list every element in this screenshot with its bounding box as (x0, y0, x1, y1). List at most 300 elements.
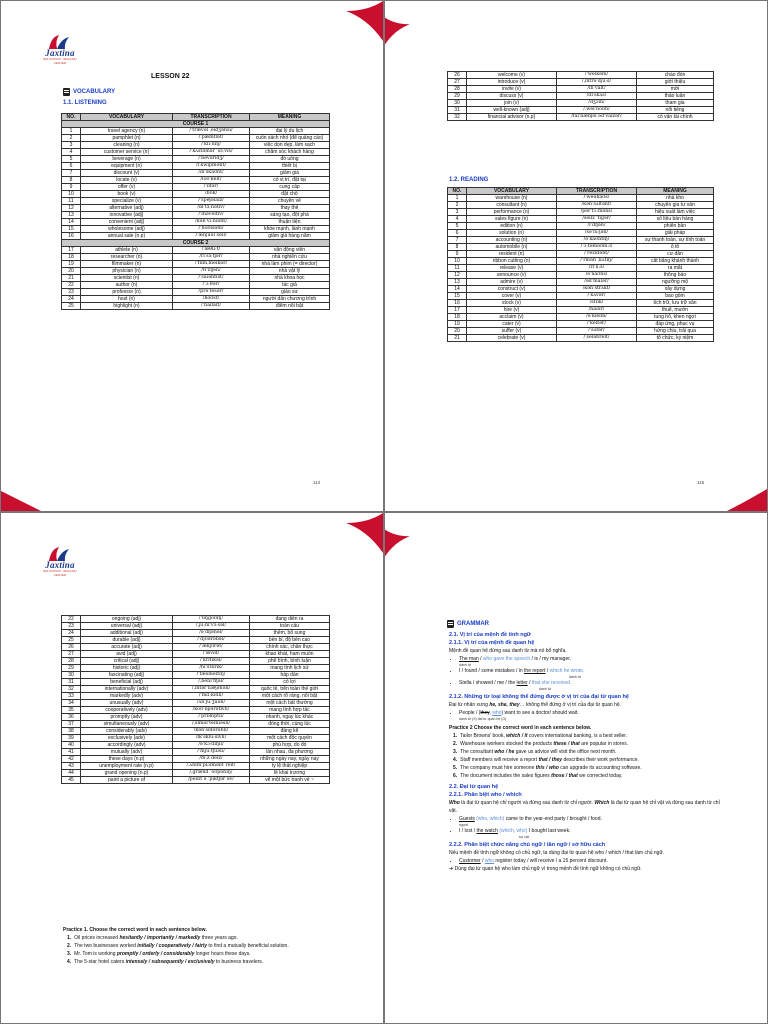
cell-transcription: /ˈhoʊlsəm/ (173, 226, 250, 233)
table-row (448, 272, 714, 279)
cell-no: 32 (62, 686, 81, 693)
cell-transcription: /ˌjuːnɪˈvɜːsəl/ (173, 623, 250, 630)
cell-no: 6 (62, 163, 81, 170)
table-row (448, 72, 714, 79)
jaxtina-logo: Jaxtina EDUCATION · ENGLISH CENTER (37, 545, 83, 575)
table-row (62, 658, 330, 665)
cell-meaning: đại lý du lịch (250, 128, 330, 135)
cell-no: 5 (62, 156, 81, 163)
cell-no: 39 (62, 735, 81, 742)
cell-word: beneficial (adj) (81, 679, 173, 686)
cell-word: financial advisor (n.p) (467, 114, 557, 121)
cell-no: 8 (62, 177, 81, 184)
cell-no: 36 (62, 714, 81, 721)
cell-transcription: /ˈweəhaʊs/ (557, 195, 637, 202)
table-row (62, 233, 330, 240)
cell-word: simultaneously (adv) (81, 721, 173, 728)
cell-no: 4 (62, 149, 81, 156)
practice-item: 3. The consultant who / he gave us advice will visit the office next month. (453, 749, 617, 755)
cell-transcription: /ɪˈdɪʃən/ (557, 223, 637, 230)
table-row (62, 205, 330, 212)
cell-transcription: /ˈkeɪtər/ (557, 321, 637, 328)
example-6: • I / lost / the watch (which, who) I bought last week. sự vật (459, 827, 729, 839)
cell-no: 11 (448, 265, 467, 272)
cell-no: 14 (62, 219, 81, 226)
corner-swoosh (385, 1, 415, 61)
cell-no: 26 (448, 72, 467, 79)
example-3: • Stella / showed / me / the letter / that she received. danh từ (459, 679, 729, 691)
cell-word: hire (v) (467, 307, 557, 314)
practice-item: 3. Mr. Tom is working promptly / orderly / considerably longer hours these days. (67, 951, 251, 957)
grammar-heading: GRAMMAR (447, 620, 489, 628)
cell-meaning: khỏe mạnh, lành mạnh (250, 226, 330, 233)
cell-word: join (v) (467, 100, 557, 107)
cell-transcription: /ˌbenɪˈfɪʃəl/ (173, 679, 250, 686)
table-row (62, 770, 330, 777)
cell-word: researcher (n) (81, 254, 173, 261)
table-row (448, 293, 714, 300)
cell-no: 15 (448, 293, 467, 300)
cell-no: 18 (62, 254, 81, 261)
table-row (62, 177, 330, 184)
table-row (62, 623, 330, 630)
cell-meaning: vận động viên (250, 247, 330, 254)
cell-no: 31 (62, 679, 81, 686)
cell-meaning: cắt băng khánh thành (637, 258, 714, 265)
cell-word: warehouse (n) (467, 195, 557, 202)
example-2: • I / found / some mistakes / in the report / which he wrote. danh từ (459, 667, 729, 679)
table-row (62, 630, 330, 637)
table-row (448, 335, 714, 342)
cell-transcription: /loʊˈkeɪt/ (173, 177, 250, 184)
cell-word: automobile (n) (467, 244, 557, 251)
cell-transcription: /bʊk/ (173, 191, 250, 198)
example-7: • Customer / who register today / will receive / a 15 percent discount. (459, 857, 729, 865)
cell-transcription: /kənˈstrʌkt/ (557, 286, 637, 293)
cell-transcription: /ˈkliːnɪŋ/ (173, 142, 250, 149)
table-row (62, 721, 330, 728)
cell-meaning: tổ chức, kỷ niệm (637, 335, 714, 342)
table-row (62, 665, 330, 672)
table-row (62, 268, 330, 275)
cell-word: ribbon cutting (n) (467, 258, 557, 265)
cell-meaning: tung hô, khen ngợi (637, 314, 714, 321)
cell-meaning: cuốn sách nhỏ (để quảng cáo) (250, 135, 330, 142)
cell-word: discuss (v) (467, 93, 557, 100)
cell-transcription: /ˈseləbreɪt/ (557, 335, 637, 342)
cell-meaning: tỷ lệ thất nghiệp (250, 763, 330, 770)
cell-no: 42 (62, 756, 81, 763)
table-row (448, 93, 714, 100)
cell-no: 27 (62, 651, 81, 658)
vocabulary-heading: VOCABULARY (63, 88, 115, 96)
cell-no: 15 (62, 226, 81, 233)
cell-no: 3 (448, 209, 467, 216)
cell-word: resident (n) (467, 251, 557, 258)
practice-item: 5. The company must hire someone this / who can upgrade its accounting software. (453, 765, 642, 771)
table-row (448, 209, 714, 216)
table-row (448, 223, 714, 230)
table-row (62, 296, 330, 303)
cell-transcription: /ˌɪntərˈnæʃənəli/ (173, 686, 250, 693)
practice-2-title: Practice 2 Choose the correct word in each sentence below. (449, 725, 592, 731)
heading-2-1-2: 2.1.2. Những từ loại không thể đứng được ở vị trí của đại từ quan hệ (449, 694, 629, 700)
cell-no: 2 (448, 202, 467, 209)
table-row (62, 289, 330, 296)
table-row (448, 265, 714, 272)
cell-meaning: mang tính lịch sử (250, 665, 330, 672)
corner-swoosh (385, 513, 415, 573)
table-row (62, 282, 330, 289)
cell-no: 1 (62, 128, 81, 135)
table-row (62, 749, 330, 756)
heading-2-1: 2.1. Vị trí của mệnh đề tính ngữ (449, 632, 531, 638)
cell-transcription: /hoʊst/ (173, 296, 250, 303)
cell-transcription: /hɪˈstɒrɪk/ (173, 665, 250, 672)
cell-transcription: /rɪˈliːs/ (557, 265, 637, 272)
table-row (62, 149, 330, 156)
cell-word: unemployment rate (n.p) (81, 763, 173, 770)
cell-no: 22 (62, 282, 81, 289)
cell-transcription: /stɒk/ (557, 300, 637, 307)
cell-word: cleaning (n) (81, 142, 173, 149)
cell-meaning: hiệu suất làm việc (637, 209, 714, 216)
cell-meaning: khao khát, ham muốn (250, 651, 330, 658)
cell-word: markedly (adv) (81, 693, 173, 700)
cell-word: alternative (adj) (81, 205, 173, 212)
cell-word: annual sale (n.p) (81, 233, 173, 240)
cell-transcription: /ˈsʌfər/ (557, 328, 637, 335)
table-row (62, 728, 330, 735)
cell-no: 21 (448, 335, 467, 342)
cell-word: additional (adj) (81, 630, 173, 637)
col-meaning: MEANING (637, 188, 714, 195)
cell-meaning: chính xác, chân thực (250, 644, 330, 651)
cell-transcription: /ˈfɪlmˌmeɪkər/ (173, 261, 250, 268)
cell-transcription: /ɪnˈvaɪt/ (557, 86, 637, 93)
cell-transcription: /ˈpæmflət/ (173, 135, 250, 142)
cell-meaning: thuê, mướn (637, 307, 714, 314)
table-row (62, 184, 330, 191)
col-no: NO. (62, 114, 81, 121)
cell-no: 10 (62, 191, 81, 198)
cell-meaning: nổi tiếng (637, 107, 714, 114)
cell-transcription: /ˈmɑːkɪdli/ (173, 693, 250, 700)
cell-no: 17 (448, 307, 467, 314)
table-row (448, 230, 714, 237)
practice-item: 4. The 5-star hotel caters intensely / subsequently / exclusively to business travelers. (67, 959, 264, 965)
cell-meaning: chào đón (637, 72, 714, 79)
cell-meaning: lẫn nhau, đa phương (250, 749, 330, 756)
paragraph: Nếu mệnh đề tính ngữ không có chủ ngữ, ta dùng đại từ quan hệ who / which / that làm chủ ngữ. (449, 850, 665, 856)
cell-transcription: /ˈɔːtəməʊbiːl/ (557, 244, 637, 251)
cell-transcription: /haɪər/ (557, 307, 637, 314)
table-row (448, 300, 714, 307)
cell-meaning: việc dọn dẹp, làm sạch (250, 142, 330, 149)
cell-no: 30 (448, 100, 467, 107)
course-row (62, 240, 330, 247)
cell-meaning: cư dân (637, 251, 714, 258)
cell-word: cooperatively (adv) (81, 707, 173, 714)
table-row (448, 195, 714, 202)
table-row (448, 202, 714, 209)
cell-meaning: số liệu bán hàng (637, 216, 714, 223)
page-117 (384, 512, 768, 1024)
cell-meaning: ra mắt (637, 265, 714, 272)
table-row (62, 707, 330, 714)
cell-no: 45 (62, 777, 81, 784)
cell-meaning: điểm nổi bật (250, 303, 330, 310)
cell-word: stock (v) (467, 300, 557, 307)
cell-no: 29 (448, 93, 467, 100)
cell-transcription: /ˈænjuəl seɪl/ (173, 233, 250, 240)
cell-word: author (n) (81, 282, 173, 289)
cell-transcription: /ˌsɪməlˈteɪniəsli/ (173, 721, 250, 728)
cell-transcription: /ˈbevərɪdʒ/ (173, 156, 250, 163)
cell-transcription: /fɪˈzɪʃən/ (173, 268, 250, 275)
cell-word: physician (n) (81, 268, 173, 275)
cell-no: 33 (62, 693, 81, 700)
page-116 (0, 512, 384, 1024)
vocab-table-listening (61, 113, 330, 310)
cell-word: accurate (adj) (81, 644, 173, 651)
cell-no: 12 (448, 272, 467, 279)
cell-meaning: có lợi (250, 679, 330, 686)
cell-transcription: /dɪˈskaʊnt/ (173, 170, 250, 177)
cell-transcription: /ˈrɪbən ˌkʌtɪŋ/ (557, 258, 637, 265)
cell-no: 32 (448, 114, 467, 121)
cell-meaning: nhà nghiên cứu (250, 254, 330, 261)
cell-no: 26 (62, 644, 81, 651)
cell-no: 7 (448, 237, 467, 244)
cell-transcription: /ˈɪnəveɪtɪv/ (173, 212, 250, 219)
cell-transcription: /rɪˈsɜːtʃər/ (173, 254, 250, 261)
cell-word: avid (adj) (81, 651, 173, 658)
table-row (62, 763, 330, 770)
cell-no: 28 (448, 86, 467, 93)
table-row (448, 328, 714, 335)
heading-2-2-2: 2.2.2. Phân biệt chức năng chủ ngữ / tân ngữ / sở hữu cách (449, 842, 606, 848)
practice-item: 4. Staff members will receive a report that / they describes their work performance. (453, 757, 639, 763)
cell-meaning: một cách bất thường (250, 700, 330, 707)
cell-transcription: /ˌgrænd ˈoʊpənɪŋ/ (173, 770, 250, 777)
cell-word: fascinating (adj) (81, 672, 173, 679)
cell-transcription: /ˈdjʊərəbəl/ (173, 637, 250, 644)
table-row (62, 212, 330, 219)
cell-meaning: thay thế (250, 205, 330, 212)
table-row (62, 163, 330, 170)
cell-no: 8 (448, 244, 467, 251)
cell-word: sales figure (n) (467, 216, 557, 223)
cell-transcription: /ˌʌnɪmˈplɔɪmənt reɪt/ (173, 763, 250, 770)
cell-no: 23 (62, 289, 81, 296)
cell-meaning: thiết bị (250, 163, 330, 170)
corner-swoosh (727, 489, 767, 511)
cell-no: 38 (62, 728, 81, 735)
practice-1 (63, 926, 333, 966)
cell-meaning: phê bình, bình luận (250, 658, 330, 665)
cell-transcription: /ðiːz deɪz/ (173, 756, 250, 763)
cell-no: 20 (448, 328, 467, 335)
cell-meaning: sự thanh toán, sự tính toán (637, 237, 714, 244)
paragraph: Who là đại từ quan hệ chỉ người và đứng sau danh từ chỉ người. Which là đại từ quan hệ chỉ vật và đứng sau danh từ chỉ vật. (449, 800, 720, 814)
practice-item: 2. The two businesses worked initially / cooperatively / fairly to find a mutually beneficial solution. (67, 943, 289, 949)
page-115 (384, 0, 768, 512)
table-row (448, 216, 714, 223)
table-row (448, 286, 714, 293)
paragraph: ➔ Dùng đại từ quan hệ who làm chủ ngữ vì trong mệnh đề tính ngữ không có chủ ngữ. (449, 866, 642, 872)
table-row (448, 251, 714, 258)
lesson-title: LESSON 22 (151, 73, 190, 80)
example-5: • Guests (who, which) came to the year-end party / brought / food. người (459, 815, 729, 827)
cell-meaning: nhà vật lý (250, 268, 330, 275)
cell-meaning: quốc tế, trên toàn thế giới (250, 686, 330, 693)
corner-swoosh (338, 1, 383, 41)
cell-word: welcome (v) (467, 72, 557, 79)
paragraph: Mệnh đề quan hệ đứng sau danh từ mà nó bổ nghĩa. (449, 648, 567, 654)
cell-meaning: ngưỡng mộ (637, 279, 714, 286)
cell-no: 24 (62, 296, 81, 303)
cell-transcription: /dɪˈskʌs/ (557, 93, 637, 100)
cell-word: accounting (n) (467, 237, 557, 244)
cell-word: universal (adj) (81, 623, 173, 630)
vocab-table-listening-cont (447, 71, 714, 121)
practice-1-title: Practice 1. Choose the correct word in each sentence below. (63, 927, 207, 933)
cell-meaning: chuyên về (250, 198, 330, 205)
table-row (448, 244, 714, 251)
cell-meaning: giảm giá (250, 170, 330, 177)
cell-meaning: sáng tạo, đột phá (250, 212, 330, 219)
cell-meaning: ô tô (637, 244, 714, 251)
cell-transcription: /əˈdɪʃənəl/ (173, 630, 250, 637)
cell-word: considerably (adv) (81, 728, 173, 735)
table-row (448, 107, 714, 114)
cell-word: promptly (adv) (81, 714, 173, 721)
cell-word: consultant (n) (467, 202, 557, 209)
cell-word: ongoing (adj) (81, 616, 173, 623)
cell-meaning: xây dựng (637, 286, 714, 293)
cell-transcription: /ˈspeʃəlaɪz/ (173, 198, 250, 205)
cell-word: acclaim (v) (467, 314, 557, 321)
cell-meaning: giới thiệu (637, 79, 714, 86)
table-row (448, 100, 714, 107)
cell-no: 7 (62, 170, 81, 177)
cell-no: 41 (62, 749, 81, 756)
cell-transcription: /prəˈfesər/ (173, 289, 250, 296)
cell-word: celebrate (v) (467, 335, 557, 342)
cell-transcription: /ˈɒfər/ (173, 184, 250, 191)
cell-meaning: tham gia (637, 100, 714, 107)
col-vocabulary: VOCABULARY (81, 114, 173, 121)
cell-no: 28 (62, 658, 81, 665)
cell-no: 13 (448, 279, 467, 286)
cell-no: 34 (62, 700, 81, 707)
table-row (62, 714, 330, 721)
col-meaning: MEANING (250, 114, 330, 121)
cell-transcription: /pərˈfɔːməns/ (557, 209, 637, 216)
table-row (448, 307, 714, 314)
corner-swoosh (1, 491, 41, 511)
cell-no: 2 (62, 135, 81, 142)
cell-no: 16 (62, 233, 81, 240)
table-row (62, 219, 330, 226)
page-number: 114 (313, 480, 321, 485)
cell-transcription: /kənˈsʌltənt/ (557, 202, 637, 209)
cell-meaning: thêm, bổ sung (250, 630, 330, 637)
cell-no: 30 (62, 672, 81, 679)
table-row (62, 261, 330, 268)
cell-transcription: /səˈluːʃən/ (557, 230, 637, 237)
practice-item: 6. The document includes the sales figures those / that we corrected today. (453, 773, 623, 779)
table-row (62, 135, 330, 142)
cell-no: 25 (62, 303, 81, 310)
cell-meaning: một cách độc quyền (250, 735, 330, 742)
cell-meaning: chuyên gia tư vấn (637, 202, 714, 209)
cell-meaning: giải pháp (637, 230, 714, 237)
table-row (62, 756, 330, 763)
cell-word: internationally (adv) (81, 686, 173, 693)
cell-transcription: /ˈævɪd/ (173, 651, 250, 658)
cell-transcription: /əˈkaʊntɪŋ/ (557, 237, 637, 244)
cell-no: 20 (62, 268, 81, 275)
table-row (62, 742, 330, 749)
cell-meaning: tích trữ, lưu trữ sẵn (637, 300, 714, 307)
cell-word: grand opening (n.p) (81, 770, 173, 777)
cell-no: 24 (62, 630, 81, 637)
cell-word: pamphlet (n) (81, 135, 173, 142)
table-row (62, 616, 330, 623)
table-row (62, 693, 330, 700)
cell-transcription: /əˈkleɪm/ (557, 314, 637, 321)
cell-meaning: mang tính hợp tác (250, 707, 330, 714)
reading-heading: 1.2. READING (449, 177, 489, 183)
heading-2-2: 2.2. Đại từ quan hệ (449, 784, 499, 790)
cell-word: durable (adj) (81, 637, 173, 644)
cell-no: 22 (62, 616, 81, 623)
cell-word: construct (v) (467, 286, 557, 293)
table-row (62, 254, 330, 261)
cell-word: introduce (v) (467, 79, 557, 86)
example-4: • People / (they, who) want to see a doctor/ should wait. danh từ (X) đại từ quan hệ (O) (459, 709, 729, 721)
table-row (62, 170, 330, 177)
practice-item: 1. Oil prices increased hesitantly / importantly / markedly three years ago. (67, 935, 238, 941)
cell-word: invite (v) (467, 86, 557, 93)
table-row (62, 156, 330, 163)
cell-transcription: /ʌnˈjuːʒuəli/ (173, 700, 250, 707)
cell-word: these days (n.p) (81, 756, 173, 763)
cell-no: 12 (62, 205, 81, 212)
table-row (448, 86, 714, 93)
table-header (62, 114, 330, 121)
cell-transcription: /ˈɒŋgoʊɪŋ/ (173, 616, 250, 623)
cell-word: cater (v) (467, 321, 557, 328)
paragraph: Đại từ nhân xưng he, she, they… không thể đứng ở vị trí của đại từ quan hệ. (449, 702, 622, 708)
table-row (448, 314, 714, 321)
cell-meaning: đồ uống (250, 156, 330, 163)
table-row (448, 79, 714, 86)
cell-word: unusually (adv) (81, 700, 173, 707)
practice-2 (449, 732, 729, 780)
cell-transcription: /ˈtrævəl ˌeɪdʒənsi/ (173, 128, 250, 135)
table-row (448, 237, 714, 244)
page-114 (0, 0, 384, 512)
table-row (62, 735, 330, 742)
heading-2-1-1: 2.1.1. Vị trí của mệnh đề quan hệ (449, 640, 535, 646)
cell-word: suffer (v) (467, 328, 557, 335)
cell-word: solution (n) (467, 230, 557, 237)
cell-transcription: /ˈmjuːtʃuəli/ (173, 749, 250, 756)
grammar-body (449, 631, 729, 873)
